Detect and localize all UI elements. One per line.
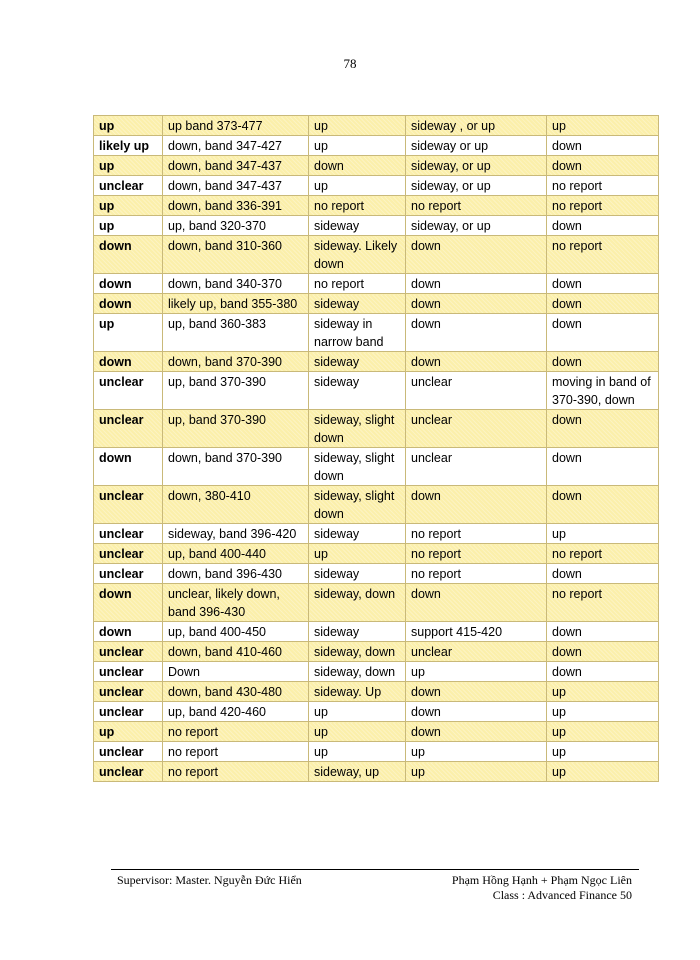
table-row bbox=[94, 742, 659, 762]
forecast-cell-c: up bbox=[547, 524, 659, 544]
footer-divider bbox=[111, 869, 639, 870]
band-cell: no report bbox=[163, 722, 309, 742]
forecast-cell-c: no report bbox=[547, 236, 659, 274]
forecast-cell-c: down bbox=[547, 486, 659, 524]
forecast-cell-a: no report bbox=[309, 196, 406, 216]
forecast-cell-c: no report bbox=[547, 544, 659, 564]
band-cell: Down bbox=[163, 662, 309, 682]
forecast-cell-a: sideway bbox=[309, 294, 406, 314]
table-row bbox=[94, 274, 659, 294]
table-row bbox=[94, 314, 659, 352]
forecast-cell-a: sideway, down bbox=[309, 584, 406, 622]
forecast-cell-b: sideway , or up bbox=[406, 116, 547, 136]
trend-cell: unclear bbox=[94, 372, 163, 410]
band-cell: down, band 370-390 bbox=[163, 352, 309, 372]
table-row bbox=[94, 116, 659, 136]
forecast-cell-c: no report bbox=[547, 176, 659, 196]
band-cell: down, 380-410 bbox=[163, 486, 309, 524]
forecast-table-body bbox=[94, 116, 659, 782]
band-cell: down, band 347-437 bbox=[163, 176, 309, 196]
forecast-cell-c: down bbox=[547, 216, 659, 236]
forecast-cell-c: down bbox=[547, 564, 659, 584]
band-cell: up, band 400-440 bbox=[163, 544, 309, 564]
table-row bbox=[94, 294, 659, 314]
table-row bbox=[94, 136, 659, 156]
forecast-cell-a: sideway, up bbox=[309, 762, 406, 782]
forecast-cell-b: up bbox=[406, 742, 547, 762]
page-number: 78 bbox=[343, 56, 357, 71]
trend-cell: down bbox=[94, 448, 163, 486]
trend-cell: unclear bbox=[94, 762, 163, 782]
table-row bbox=[94, 642, 659, 662]
band-cell: down, band 336-391 bbox=[163, 196, 309, 216]
band-cell: down, band 340-370 bbox=[163, 274, 309, 294]
band-cell: up, band 320-370 bbox=[163, 216, 309, 236]
trend-cell: unclear bbox=[94, 176, 163, 196]
footer-authors: Phạm Hồng Hạnh + Phạm Ngọc Liên bbox=[451, 873, 632, 887]
forecast-cell-a: sideway. Likely down bbox=[309, 236, 406, 274]
band-cell: sideway, band 396-420 bbox=[163, 524, 309, 544]
band-cell: likely up, band 355-380 bbox=[163, 294, 309, 314]
trend-cell: unclear bbox=[94, 410, 163, 448]
trend-cell: up bbox=[94, 722, 163, 742]
trend-cell: down bbox=[94, 352, 163, 372]
band-cell: up, band 360-383 bbox=[163, 314, 309, 352]
trend-cell: up bbox=[94, 196, 163, 216]
band-cell: down, band 310-360 bbox=[163, 236, 309, 274]
forecast-cell-c: up bbox=[547, 682, 659, 702]
forecast-cell-a: sideway, down bbox=[309, 662, 406, 682]
band-cell: down, band 347-437 bbox=[163, 156, 309, 176]
forecast-cell-a: up bbox=[309, 116, 406, 136]
forecast-cell-b: down bbox=[406, 274, 547, 294]
trend-cell: likely up bbox=[94, 136, 163, 156]
band-cell: down, band 347-427 bbox=[163, 136, 309, 156]
forecast-cell-b: down bbox=[406, 486, 547, 524]
table-row bbox=[94, 762, 659, 782]
forecast-cell-b: down bbox=[406, 722, 547, 742]
band-cell: down, band 430-480 bbox=[163, 682, 309, 702]
forecast-cell-b: down bbox=[406, 294, 547, 314]
forecast-cell-c: up bbox=[547, 742, 659, 762]
table-row bbox=[94, 524, 659, 544]
band-cell: down, band 370-390 bbox=[163, 448, 309, 486]
forecast-cell-a: no report bbox=[309, 274, 406, 294]
forecast-cell-b: sideway, or up bbox=[406, 176, 547, 196]
band-cell: unclear, likely down, band 396-430 bbox=[163, 584, 309, 622]
trend-cell: unclear bbox=[94, 564, 163, 584]
trend-cell: down bbox=[94, 584, 163, 622]
trend-cell: up bbox=[94, 314, 163, 352]
band-cell: up band 373-477 bbox=[163, 116, 309, 136]
table-row bbox=[94, 372, 659, 410]
forecast-cell-c: up bbox=[547, 722, 659, 742]
footer-class: Class : Advanced Finance 50 bbox=[492, 888, 632, 902]
trend-cell: unclear bbox=[94, 486, 163, 524]
band-cell: down, band 410-460 bbox=[163, 642, 309, 662]
forecast-cell-a: up bbox=[309, 702, 406, 722]
forecast-cell-a: sideway bbox=[309, 352, 406, 372]
forecast-cell-b: sideway, or up bbox=[406, 156, 547, 176]
footer-authors-block bbox=[452, 873, 632, 903]
trend-cell: down bbox=[94, 236, 163, 274]
forecast-cell-c: down bbox=[547, 410, 659, 448]
forecast-table bbox=[93, 115, 659, 782]
forecast-cell-b: down bbox=[406, 702, 547, 722]
forecast-cell-b: sideway, or up bbox=[406, 216, 547, 236]
table-row bbox=[94, 722, 659, 742]
forecast-cell-c: no report bbox=[547, 584, 659, 622]
forecast-cell-c: up bbox=[547, 762, 659, 782]
table-row bbox=[94, 662, 659, 682]
forecast-cell-b: no report bbox=[406, 524, 547, 544]
forecast-cell-c: down bbox=[547, 662, 659, 682]
forecast-cell-c: down bbox=[547, 294, 659, 314]
forecast-cell-c: down bbox=[547, 274, 659, 294]
table-row bbox=[94, 486, 659, 524]
forecast-cell-a: down bbox=[309, 156, 406, 176]
forecast-cell-c: up bbox=[547, 116, 659, 136]
band-cell: down, band 396-430 bbox=[163, 564, 309, 584]
table-row bbox=[94, 564, 659, 584]
forecast-cell-b: down bbox=[406, 584, 547, 622]
forecast-cell-a: up bbox=[309, 722, 406, 742]
table-row bbox=[94, 156, 659, 176]
table-row bbox=[94, 544, 659, 564]
table-row bbox=[94, 176, 659, 196]
trend-cell: up bbox=[94, 216, 163, 236]
trend-cell: unclear bbox=[94, 682, 163, 702]
trend-cell: down bbox=[94, 294, 163, 314]
table-row bbox=[94, 622, 659, 642]
forecast-cell-a: up bbox=[309, 176, 406, 196]
footer-supervisor: Supervisor: Master. Nguyễn Đức Hiển bbox=[117, 873, 302, 887]
forecast-cell-a: sideway, slight down bbox=[309, 410, 406, 448]
forecast-cell-b: down bbox=[406, 682, 547, 702]
forecast-cell-c: down bbox=[547, 156, 659, 176]
trend-cell: down bbox=[94, 274, 163, 294]
trend-cell: down bbox=[94, 622, 163, 642]
forecast-cell-a: sideway, slight down bbox=[309, 486, 406, 524]
trend-cell: unclear bbox=[94, 642, 163, 662]
table-row bbox=[94, 448, 659, 486]
trend-cell: unclear bbox=[94, 544, 163, 564]
forecast-cell-a: sideway, slight down bbox=[309, 448, 406, 486]
forecast-cell-a: sideway bbox=[309, 564, 406, 584]
table-row bbox=[94, 410, 659, 448]
forecast-cell-c: down bbox=[547, 622, 659, 642]
forecast-cell-c: down bbox=[547, 642, 659, 662]
forecast-cell-a: sideway in narrow band bbox=[309, 314, 406, 352]
forecast-cell-c: down bbox=[547, 136, 659, 156]
forecast-cell-a: up bbox=[309, 544, 406, 564]
table-row bbox=[94, 236, 659, 274]
forecast-cell-c: down bbox=[547, 448, 659, 486]
forecast-cell-a: sideway bbox=[309, 372, 406, 410]
forecast-cell-a: up bbox=[309, 742, 406, 762]
trend-cell: unclear bbox=[94, 662, 163, 682]
forecast-cell-a: sideway bbox=[309, 216, 406, 236]
band-cell: up, band 400-450 bbox=[163, 622, 309, 642]
forecast-cell-b: no report bbox=[406, 544, 547, 564]
trend-cell: up bbox=[94, 116, 163, 136]
forecast-cell-b: no report bbox=[406, 564, 547, 584]
band-cell: up, band 370-390 bbox=[163, 410, 309, 448]
forecast-cell-c: down bbox=[547, 314, 659, 352]
forecast-cell-b: sideway or up bbox=[406, 136, 547, 156]
forecast-cell-b: down bbox=[406, 236, 547, 274]
forecast-cell-b: unclear bbox=[406, 372, 547, 410]
forecast-cell-a: sideway bbox=[309, 524, 406, 544]
forecast-cell-a: sideway. Up bbox=[309, 682, 406, 702]
forecast-cell-a: up bbox=[309, 136, 406, 156]
table-row bbox=[94, 216, 659, 236]
trend-cell: unclear bbox=[94, 742, 163, 762]
forecast-cell-b: unclear bbox=[406, 448, 547, 486]
forecast-cell-b: up bbox=[406, 762, 547, 782]
table-row bbox=[94, 702, 659, 722]
forecast-cell-b: unclear bbox=[406, 642, 547, 662]
trend-cell: up bbox=[94, 156, 163, 176]
forecast-cell-b: up bbox=[406, 662, 547, 682]
table-row bbox=[94, 682, 659, 702]
forecast-cell-c: up bbox=[547, 702, 659, 722]
forecast-cell-b: down bbox=[406, 352, 547, 372]
forecast-cell-c: down bbox=[547, 352, 659, 372]
band-cell: no report bbox=[163, 742, 309, 762]
forecast-cell-c: no report bbox=[547, 196, 659, 216]
band-cell: no report bbox=[163, 762, 309, 782]
trend-cell: unclear bbox=[94, 524, 163, 544]
forecast-cell-b: down bbox=[406, 314, 547, 352]
forecast-cell-b: support 415-420 bbox=[406, 622, 547, 642]
band-cell: up, band 420-460 bbox=[163, 702, 309, 722]
forecast-cell-a: sideway, down bbox=[309, 642, 406, 662]
trend-cell: unclear bbox=[94, 702, 163, 722]
table-row bbox=[94, 584, 659, 622]
forecast-cell-b: unclear bbox=[406, 410, 547, 448]
table-row bbox=[94, 352, 659, 372]
forecast-cell-a: sideway bbox=[309, 622, 406, 642]
forecast-cell-c: moving in band of 370-390, down bbox=[547, 372, 659, 410]
forecast-cell-b: no report bbox=[406, 196, 547, 216]
band-cell: up, band 370-390 bbox=[163, 372, 309, 410]
table-row bbox=[94, 196, 659, 216]
